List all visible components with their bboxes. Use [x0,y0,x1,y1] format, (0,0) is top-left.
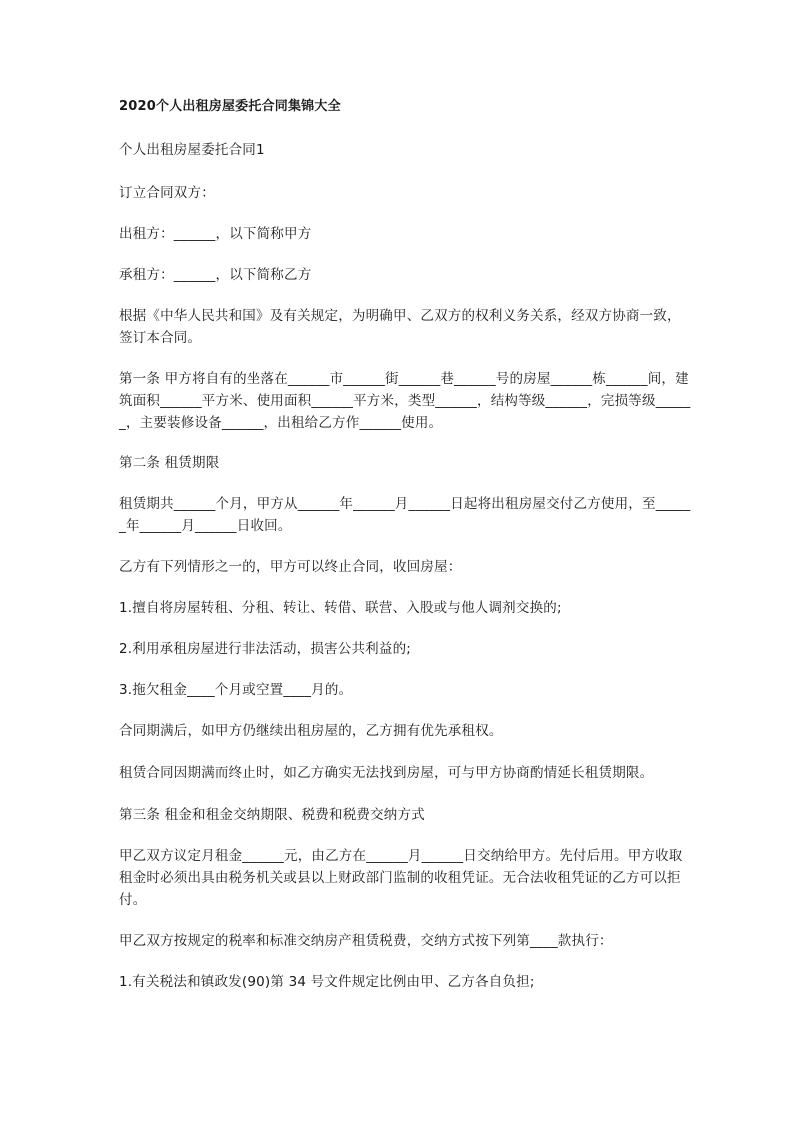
paragraph: 租赁合同因期满而终止时，如乙方确实无法找到房屋，可与甲方协商酌情延长租赁期限。 [119,765,654,781]
document-title: 2020个人出租房屋委托合同集锦大全 [119,99,341,114]
list-item: 1.擅自将房屋转租、分租、转让、转借、联营、入股或与他人调剂交换的; [119,600,562,616]
paragraph: 出租方：______，以下简称甲方 [119,226,312,242]
list-item: 1.有关税法和镇政发(90)第 34 号文件规定比例由甲、乙方各自负担; [119,974,535,990]
list-item: 3.拖欠租金____个月或空置____月的。 [119,682,353,698]
list-item: 2.利用承租房屋进行非法活动，损害公共利益的; [119,641,412,657]
clause-heading: 第二条 租赁期限 [119,455,220,471]
paragraph: 订立合同双方： [119,185,215,201]
paragraph: 承租方：______，以下简称乙方 [119,267,312,283]
paragraph: 合同期满后，如甲方仍继续出租房屋的，乙方拥有优先承租权。 [119,723,503,739]
clause-one: 第一条 甲方将自有的坐落在______市______街______巷______号的房屋______栋______间，建筑面积______平方米、使用面积______平方米，类型______，结构等级______，完损等级______，主要装修设备______，出租给乙方作______使用。 [119,371,691,431]
clause-heading: 第三条 租金和租金交纳期限、税费和税费交纳方式 [119,807,425,823]
paragraph: 乙方有下列情形之一的，甲方可以终止合同，收回房屋： [119,559,462,575]
paragraph: 甲乙双方按规定的税率和标准交纳房产租赁税费，交纳方式按下列第____款执行： [119,933,613,949]
contract-heading: 个人出租房屋委托合同1 [119,142,265,158]
paragraph: 租赁期共______个月，甲方从______年______月______日起将出租房屋交付乙方使用，至______年______月______日收回。 [119,496,691,534]
paragraph: 根据《中华人民共和国》及有关规定，为明确甲、乙双方的权利义务关系，经双方协商一致，签订本合同。 [119,308,681,346]
paragraph: 甲乙双方议定月租金______元，由乙方在______月______日交纳给甲方。先付后用。甲方收取租金时必须出具由税务机关或县以上财政部门监制的收租凭证。无合法收租凭证的乙方可以拒付。 [119,848,683,908]
